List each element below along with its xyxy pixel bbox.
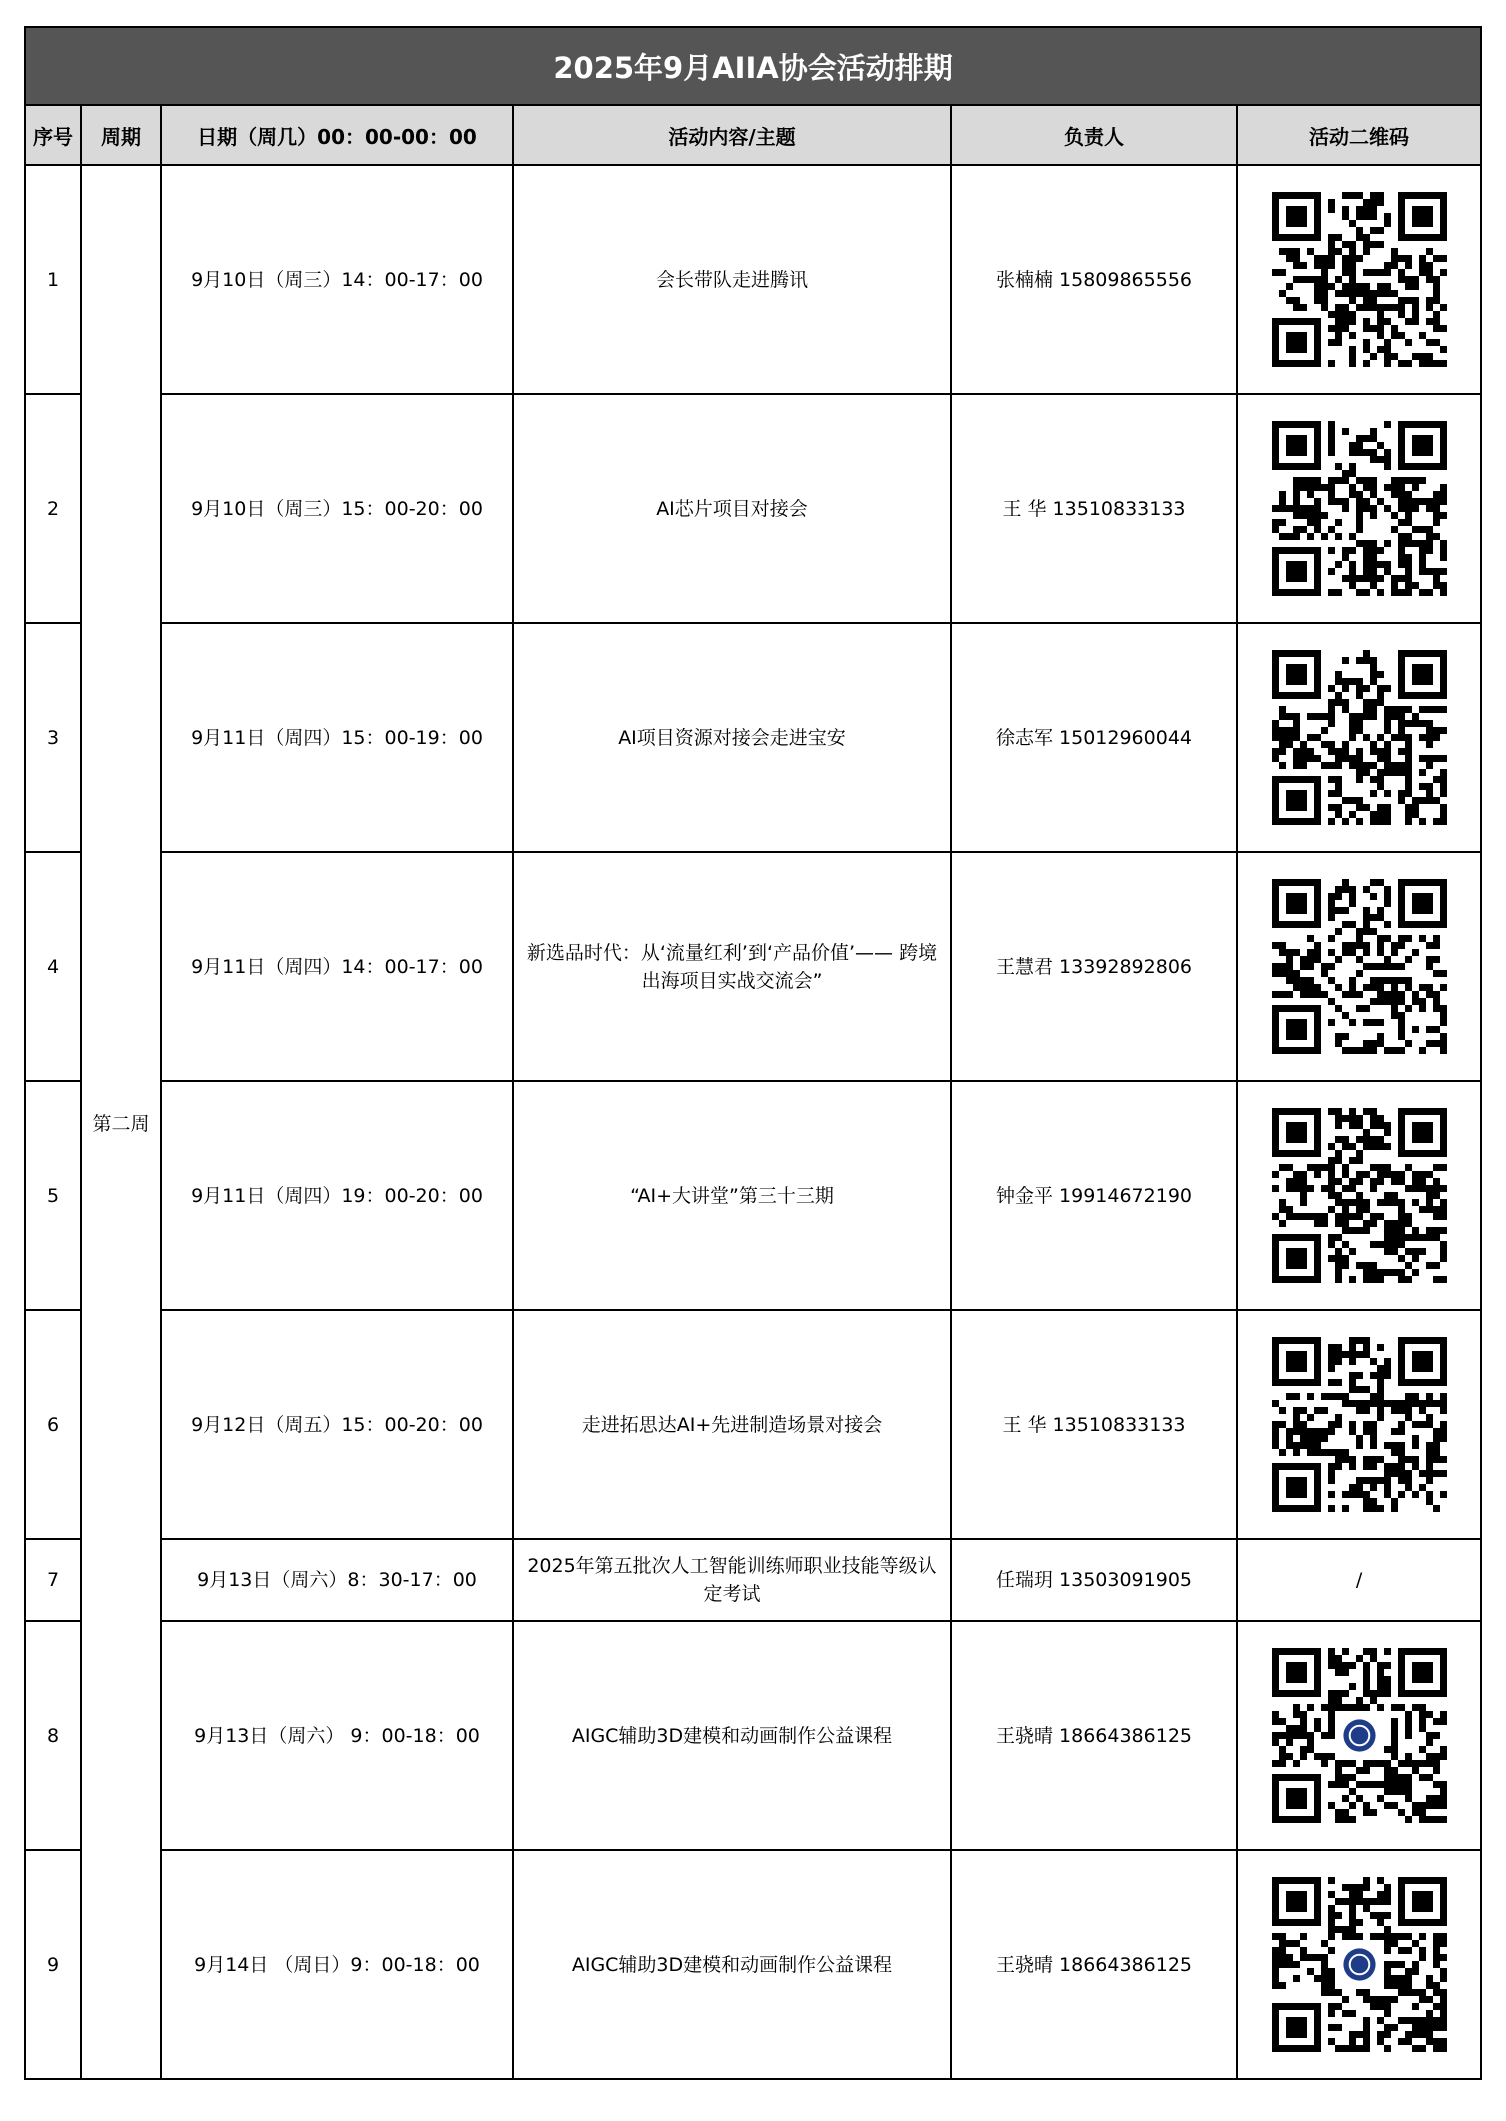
owner-cell: 王 华 13510833133 bbox=[951, 394, 1237, 623]
date-cell: 9月11日（周四）14：00-17：00 bbox=[161, 852, 513, 1081]
qr-cell bbox=[1237, 1081, 1481, 1310]
table-row bbox=[25, 1850, 1481, 2079]
seq-cell: 6 bbox=[25, 1310, 81, 1539]
qr-code-icon[interactable] bbox=[1265, 1331, 1453, 1519]
title-row bbox=[25, 27, 1481, 105]
qr-code-icon[interactable] bbox=[1265, 644, 1453, 832]
owner-cell: 王 华 13510833133 bbox=[951, 1310, 1237, 1539]
date-cell: 9月13日（周六）8：30-17：00 bbox=[161, 1539, 513, 1621]
header-qr: 活动二维码 bbox=[1237, 105, 1481, 165]
schedule-sheet bbox=[24, 26, 1480, 2080]
date-cell: 9月12日（周五）15：00-20：00 bbox=[161, 1310, 513, 1539]
seq-cell: 5 bbox=[25, 1081, 81, 1310]
seq-cell: 4 bbox=[25, 852, 81, 1081]
owner-cell: 钟金平 19914672190 bbox=[951, 1081, 1237, 1310]
page-title: 2025年9月AIIA协会活动排期 bbox=[25, 27, 1481, 105]
qr-cell bbox=[1237, 1621, 1481, 1850]
content-cell: 新选品时代：从‘流量红利’到‘产品价值’—— 跨境出海项目实战交流会” bbox=[513, 852, 951, 1081]
seq-cell: 1 bbox=[25, 165, 81, 394]
qr-code-logo-icon[interactable] bbox=[1265, 1642, 1453, 1830]
seq-cell: 9 bbox=[25, 1850, 81, 2079]
header-seq: 序号 bbox=[25, 105, 81, 165]
date-cell: 9月11日（周四）15：00-19：00 bbox=[161, 623, 513, 852]
table-row bbox=[25, 1081, 1481, 1310]
qr-cell bbox=[1237, 1310, 1481, 1539]
owner-cell: 王慧君 13392892806 bbox=[951, 852, 1237, 1081]
owner-cell: 张楠楠 15809865556 bbox=[951, 165, 1237, 394]
content-cell: 2025年第五批次人工智能训练师职业技能等级认定考试 bbox=[513, 1539, 951, 1621]
header-content: 活动内容/主题 bbox=[513, 105, 951, 165]
qr-cell bbox=[1237, 394, 1481, 623]
content-cell: AI芯片项目对接会 bbox=[513, 394, 951, 623]
date-cell: 9月10日（周三）15：00-20：00 bbox=[161, 394, 513, 623]
table-row bbox=[25, 165, 1481, 394]
qr-cell bbox=[1237, 852, 1481, 1081]
schedule-table bbox=[24, 26, 1482, 2080]
header-date: 日期（周几）00：00-00：00 bbox=[161, 105, 513, 165]
table-row bbox=[25, 1310, 1481, 1539]
date-cell: 9月13日（周六） 9：00-18：00 bbox=[161, 1621, 513, 1850]
table-row bbox=[25, 1539, 1481, 1621]
qr-cell-empty: / bbox=[1237, 1539, 1481, 1621]
qr-code-icon[interactable] bbox=[1265, 1102, 1453, 1290]
table-row bbox=[25, 623, 1481, 852]
qr-cell bbox=[1237, 623, 1481, 852]
header-week: 周期 bbox=[81, 105, 161, 165]
owner-cell: 徐志军 15012960044 bbox=[951, 623, 1237, 852]
seq-cell: 2 bbox=[25, 394, 81, 623]
header-owner: 负责人 bbox=[951, 105, 1237, 165]
qr-code-logo-icon[interactable] bbox=[1265, 1871, 1453, 2059]
table-row bbox=[25, 394, 1481, 623]
date-cell: 9月11日（周四）19：00-20：00 bbox=[161, 1081, 513, 1310]
qr-cell bbox=[1237, 1850, 1481, 2079]
content-cell: “AI+大讲堂”第三十三期 bbox=[513, 1081, 951, 1310]
owner-cell: 王骁晴 18664386125 bbox=[951, 1850, 1237, 2079]
qr-code-icon[interactable] bbox=[1265, 873, 1453, 1061]
week-cell: 第二周 bbox=[81, 165, 161, 2079]
content-cell: AIGC辅助3D建模和动画制作公益课程 bbox=[513, 1621, 951, 1850]
date-cell: 9月10日（周三）14：00-17：00 bbox=[161, 165, 513, 394]
qr-code-icon[interactable] bbox=[1265, 186, 1453, 374]
owner-cell: 王骁晴 18664386125 bbox=[951, 1621, 1237, 1850]
content-cell: AI项目资源对接会走进宝安 bbox=[513, 623, 951, 852]
qr-code-icon[interactable] bbox=[1265, 415, 1453, 603]
seq-cell: 3 bbox=[25, 623, 81, 852]
owner-cell: 任瑞玥 13503091905 bbox=[951, 1539, 1237, 1621]
table-row bbox=[25, 1621, 1481, 1850]
seq-cell: 8 bbox=[25, 1621, 81, 1850]
date-cell: 9月14日 （周日）9：00-18：00 bbox=[161, 1850, 513, 2079]
content-cell: 会长带队走进腾讯 bbox=[513, 165, 951, 394]
qr-cell bbox=[1237, 165, 1481, 394]
seq-cell: 7 bbox=[25, 1539, 81, 1621]
content-cell: AIGC辅助3D建模和动画制作公益课程 bbox=[513, 1850, 951, 2079]
content-cell: 走进拓思达AI+先进制造场景对接会 bbox=[513, 1310, 951, 1539]
table-row bbox=[25, 852, 1481, 1081]
header-row bbox=[25, 105, 1481, 165]
